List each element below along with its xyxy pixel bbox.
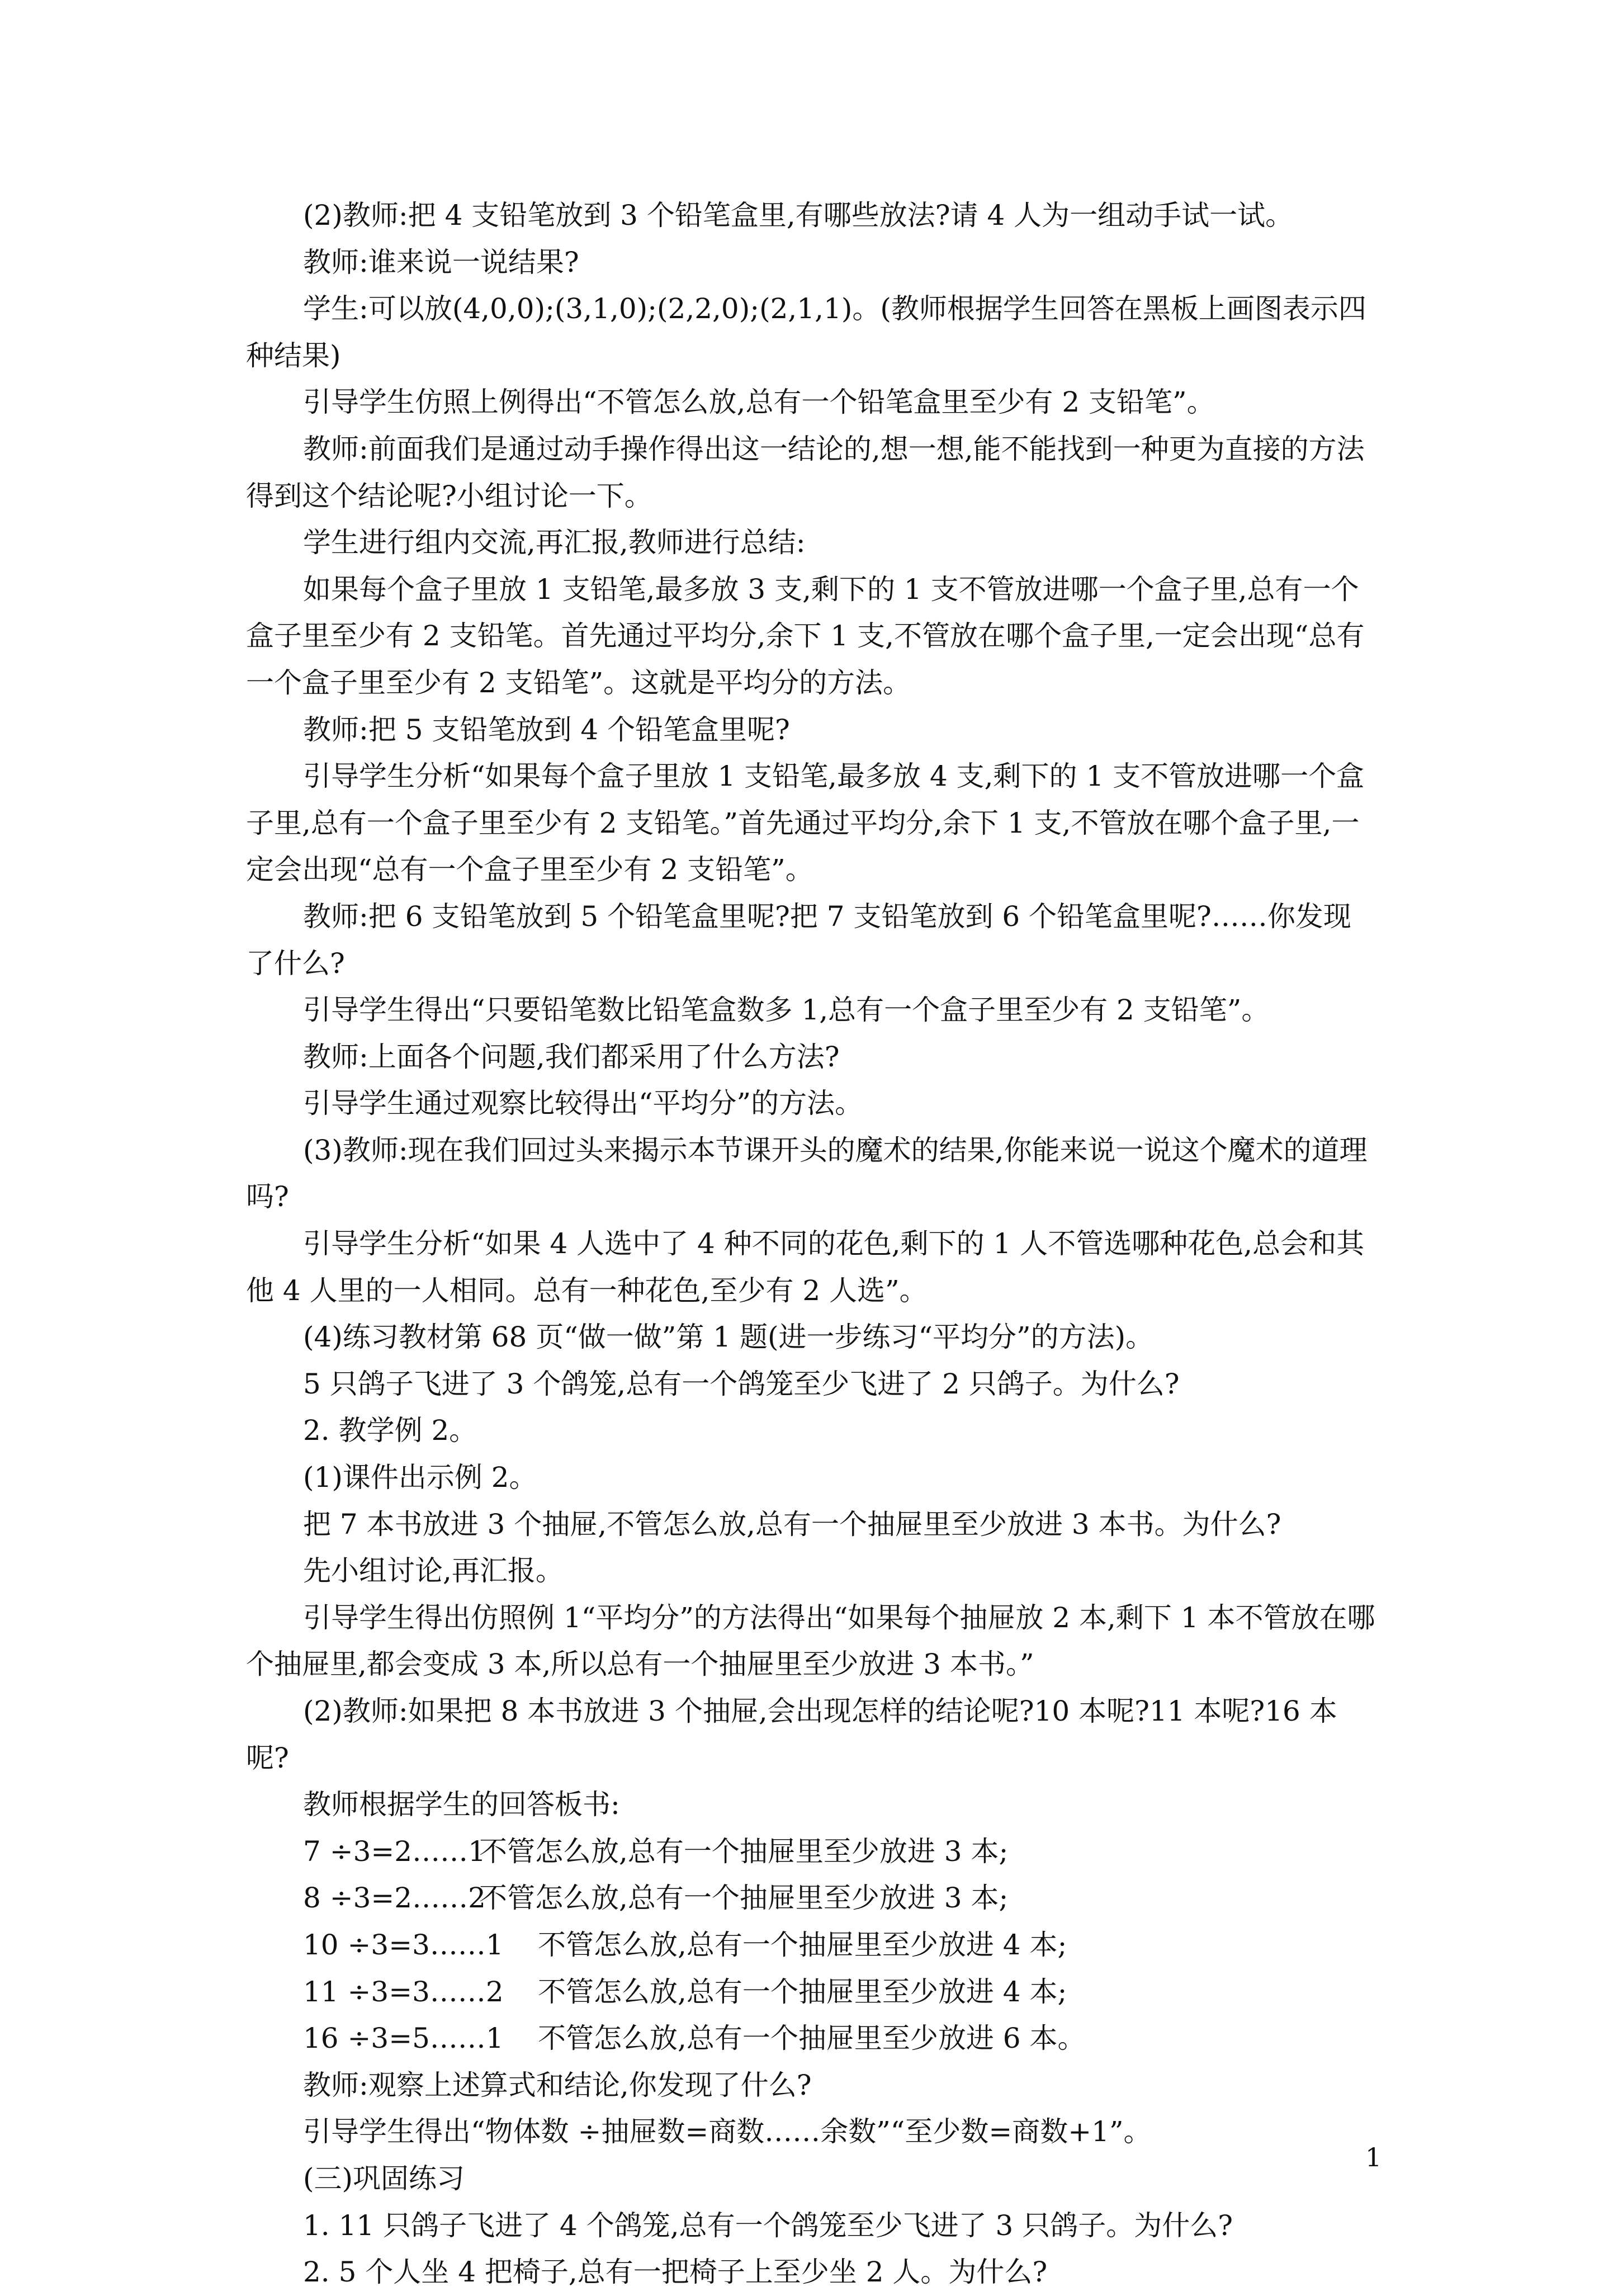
paragraph: (1)课件出示例 2。 xyxy=(303,1461,537,1494)
paragraph: 学生进行组内交流,再汇报,教师进行总结: xyxy=(303,526,806,559)
formula-result: 不管怎么放,总有一个抽屉里至少放进 4 本; xyxy=(538,1975,1067,2008)
document-body xyxy=(246,192,1375,2296)
formula-equation: 11 ÷3=3……2 xyxy=(303,1975,504,2008)
paragraph: 教师:把 6 支铅笔放到 5 个铅笔盒里呢?把 7 支铅笔放到 6 个铅笔盒里呢?……你发现了什么? xyxy=(246,900,1351,980)
exercise-item: 2. 5 个人坐 4 把椅子,总有一把椅子上至少坐 2 人。为什么? xyxy=(303,2256,1048,2289)
paragraph: (4)练习教材第 68 页“做一做”第 1 题(进一步练习“平均分”的方法)。 xyxy=(303,1321,1154,1354)
paragraph: 教师:上面各个问题,我们都采用了什么方法? xyxy=(303,1040,840,1073)
formula-result: 不管怎么放,总有一个抽屉里至少放进 3 本; xyxy=(479,1835,1009,1868)
formula-row xyxy=(246,1829,1375,1875)
formula-equation: 7 ÷3=2……1 xyxy=(303,1835,486,1868)
formula-row xyxy=(246,1875,1375,1922)
paragraph: 5 只鸽子飞进了 3 个鸽笼,总有一个鸽笼至少飞进了 2 只鸽子。为什么? xyxy=(303,1367,1180,1400)
paragraph: (2)教师:如果把 8 本书放进 3 个抽屉,会出现怎样的结论呢?10 本呢?11 本呢?16 本呢? xyxy=(246,1695,1337,1774)
paragraph: 引导学生分析“如果 4 人选中了 4 种不同的花色,剩下的 1 人不管选哪种花色,总会和其他 4 人里的一人相同。总有一种花色,至少有 2 人选”。 xyxy=(246,1227,1365,1307)
formula-equation: 8 ÷3=2……2 xyxy=(303,1882,486,1915)
paragraph: 教师:观察上述算式和结论,你发现了什么? xyxy=(303,2068,812,2101)
section-heading: (三)巩固练习 xyxy=(303,2162,465,2195)
formula-equation: 16 ÷3=5……1 xyxy=(303,2022,504,2055)
formula-result: 不管怎么放,总有一个抽屉里至少放进 4 本; xyxy=(538,1928,1067,1961)
paragraph: 引导学生得出“物体数 ÷抽屉数=商数……余数”“至少数=商数+1”。 xyxy=(303,2115,1152,2148)
paragraph: 引导学生通过观察比较得出“平均分”的方法。 xyxy=(303,1087,863,1120)
paragraph: 教师:把 5 支铅笔放到 4 个铅笔盒里呢? xyxy=(303,713,790,746)
formula-result: 不管怎么放,总有一个抽屉里至少放进 6 本。 xyxy=(538,2022,1086,2055)
section-heading: 2. 教学例 2。 xyxy=(303,1414,477,1447)
paragraph: 引导学生仿照上例得出“不管怎么放,总有一个铅笔盒里至少有 2 支铅笔”。 xyxy=(303,386,1215,419)
paragraph: 引导学生得出仿照例 1“平均分”的方法得出“如果每个抽屉放 2 本,剩下 1 本不管放在哪个抽屉里,都会变成 3 本,所以总有一个抽屉里至少放进 3 本书。” xyxy=(246,1601,1375,1681)
paragraph: 先小组讨论,再汇报。 xyxy=(303,1555,564,1588)
paragraph: (2)教师:把 4 支铅笔放到 3 个铅笔盒里,有哪些放法?请 4 人为一组动手试一试。 xyxy=(303,199,1294,232)
page-number: 1 xyxy=(1365,2142,1382,2172)
paragraph: 教师:谁来说一说结果? xyxy=(303,245,579,278)
formula-row xyxy=(246,2015,1375,2062)
paragraph: 引导学生分析“如果每个盒子里放 1 支铅笔,最多放 4 支,剩下的 1 支不管放进哪一个盒子里,总有一个盒子里至少有 2 支铅笔。”首先通过平均分,余下 1 支,不管放在哪个盒子里,一定会出现“总有一个盒子里至少有 2 支铅笔”。 xyxy=(246,760,1365,886)
formula-equation: 10 ÷3=3……1 xyxy=(303,1928,504,1961)
paragraph: 引导学生得出“只要铅笔数比铅笔盒数多 1,总有一个盒子里至少有 2 支铅笔”。 xyxy=(303,994,1270,1027)
paragraph: (3)教师:现在我们回过头来揭示本节课开头的魔术的结果,你能来说一说这个魔术的道理吗? xyxy=(246,1133,1368,1213)
formula-result: 不管怎么放,总有一个抽屉里至少放进 3 本; xyxy=(479,1882,1009,1915)
paragraph: 教师根据学生的回答板书: xyxy=(303,1788,620,1821)
exercise-item: 1. 11 只鸽子飞进了 4 个鸽笼,总有一个鸽笼至少飞进了 3 只鸽子。为什么? xyxy=(303,2209,1233,2242)
paragraph: 如果每个盒子里放 1 支铅笔,最多放 3 支,剩下的 1 支不管放进哪一个盒子里,总有一个盒子里至少有 2 支铅笔。首先通过平均分,余下 1 支,不管放在哪个盒子里,一定会出现“总有一个盒子里至少有 2 支铅笔”。这就是平均分的方法。 xyxy=(246,573,1365,699)
formula-row xyxy=(246,1969,1375,2016)
paragraph: 把 7 本书放进 3 个抽屉,不管怎么放,总有一个抽屉里至少放进 3 本书。为什么? xyxy=(303,1508,1281,1541)
paragraph: 教师:前面我们是通过动手操作得出这一结论的,想一想,能不能找到一种更为直接的方法得到这个结论呢?小组讨论一下。 xyxy=(246,432,1365,512)
paragraph: 学生:可以放(4,0,0);(3,1,0);(2,2,0);(2,1,1)。(教师根据学生回答在黑板上画图表示四种结果) xyxy=(246,292,1366,372)
formula-row xyxy=(246,1922,1375,1969)
